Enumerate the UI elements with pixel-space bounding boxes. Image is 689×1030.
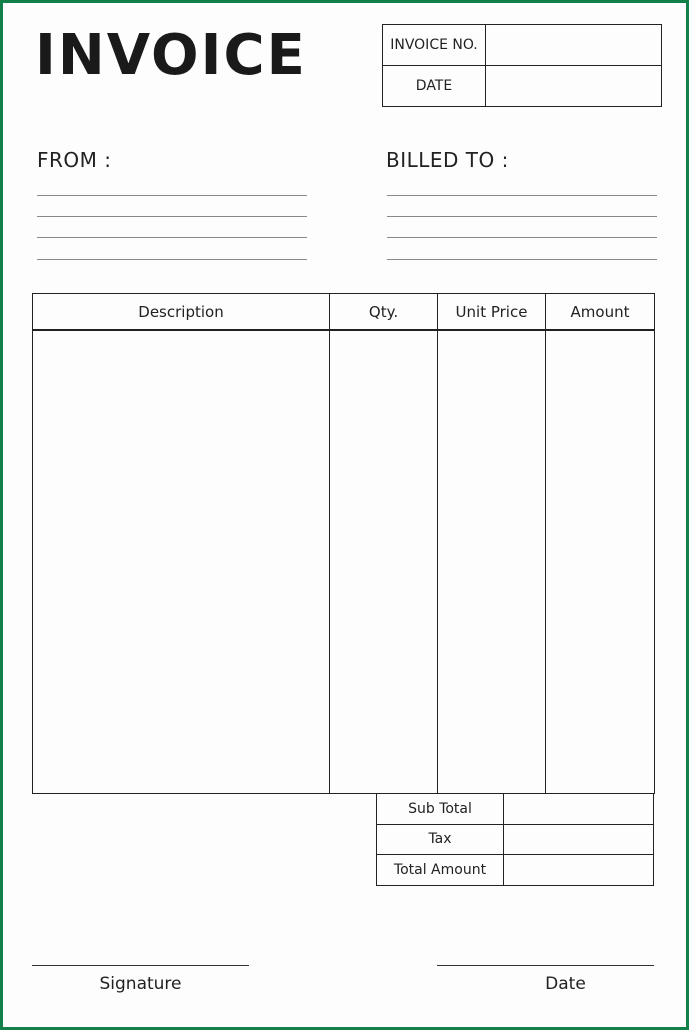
billed-to-line-2[interactable] [387,216,657,217]
sign-date-line[interactable] [437,965,654,966]
invoice-date-label: DATE [383,66,486,107]
billed-to-line-1[interactable] [387,195,657,196]
description-column[interactable] [33,330,330,794]
total-amount-field[interactable] [504,855,654,886]
line-items-body-row [33,330,655,794]
subtotal-label: Sub Total [377,794,504,825]
qty-column[interactable] [330,330,438,794]
invoice-number-label: INVOICE NO. [383,25,486,66]
billed-to-line-4[interactable] [387,259,657,260]
invoice-number-row [383,25,662,66]
invoice-title: INVOICE [35,23,307,88]
from-label: FROM : [37,148,112,172]
signature-label: Signature [99,974,182,994]
amount-header: Amount [546,294,655,331]
billed-to-label: BILLED TO : [386,148,509,172]
unit-price-column[interactable] [438,330,546,794]
qty-header: Qty. [330,294,438,331]
from-line-1[interactable] [37,195,307,196]
totals-table [376,793,654,886]
tax-field[interactable] [504,824,654,855]
total-amount-label: Total Amount [377,855,504,886]
line-items-header-row [33,294,655,331]
signature-line[interactable] [32,965,249,966]
from-line-3[interactable] [37,237,307,238]
sign-date-label: Date [545,974,586,994]
line-items-table [32,293,655,794]
invoice-meta-table [382,24,662,107]
total-amount-row [377,855,654,886]
amount-column[interactable] [546,330,655,794]
from-line-2[interactable] [37,216,307,217]
tax-label: Tax [377,824,504,855]
description-header: Description [33,294,330,331]
subtotal-field[interactable] [504,794,654,825]
unit-price-header: Unit Price [438,294,546,331]
subtotal-row [377,794,654,825]
billed-to-line-3[interactable] [387,237,657,238]
tax-row [377,824,654,855]
invoice-date-field[interactable] [486,66,662,107]
from-line-4[interactable] [37,259,307,260]
invoice-date-row [383,66,662,107]
invoice-number-field[interactable] [486,25,662,66]
